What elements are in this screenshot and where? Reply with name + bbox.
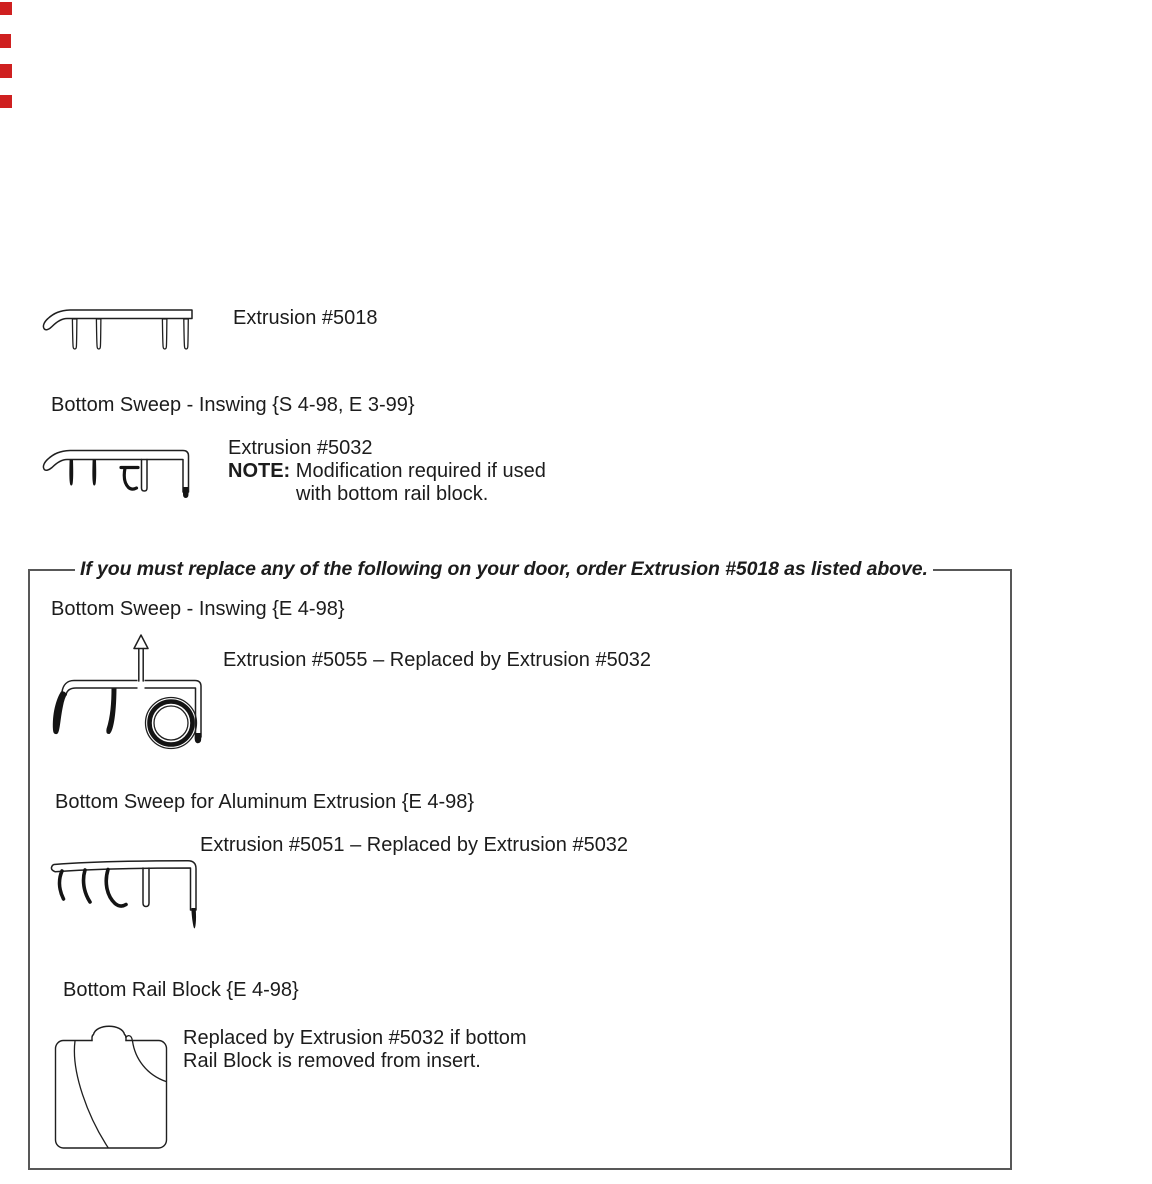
bottom-sweep-inswing-title: Bottom Sweep - Inswing {S 4-98, E 3-99} bbox=[51, 394, 415, 416]
item-5051-title: Bottom Sweep for Aluminum Extrusion {E 4-98} bbox=[55, 791, 475, 813]
rail-block-caption-line2: Rail Block is removed from insert. bbox=[183, 1050, 481, 1072]
page-edge-mark bbox=[0, 2, 12, 15]
page-edge-mark bbox=[0, 95, 12, 108]
replacement-notice-box bbox=[28, 558, 1012, 1170]
extrusion-5032-note-line1 bbox=[228, 460, 546, 483]
extrusion-5032-note-line2: with bottom rail block. bbox=[296, 483, 489, 505]
item-5051-caption: Extrusion #5051 – Replaced by Extrusion #5032 bbox=[200, 834, 629, 856]
item-rail-block-caption bbox=[183, 1027, 527, 1073]
extrusion-5051-profile-drawing bbox=[42, 848, 222, 948]
note-text: Modification required if used bbox=[295, 460, 546, 482]
extrusion-5032-profile-drawing bbox=[36, 438, 196, 508]
extrusion-5018-label: Extrusion #5018 bbox=[233, 307, 378, 329]
item-rail-block-title: Bottom Rail Block {E 4-98} bbox=[63, 979, 299, 1001]
item-5055-title: Bottom Sweep - Inswing {E 4-98} bbox=[51, 598, 345, 620]
rail-block-caption-line1: Replaced by Extrusion #5032 if bottom bbox=[183, 1027, 527, 1049]
extrusion-5032-caption bbox=[228, 437, 546, 506]
note-label: NOTE: bbox=[228, 460, 291, 482]
item-5055-caption: Extrusion #5055 – Replaced by Extrusion #5032 bbox=[223, 649, 652, 671]
extrusion-5018-profile-drawing bbox=[36, 302, 198, 354]
page-edge-mark bbox=[0, 34, 11, 48]
extrusion-5055-profile-drawing bbox=[48, 632, 208, 760]
page-edge-mark bbox=[0, 64, 12, 78]
extrusion-5032-label: Extrusion #5032 bbox=[228, 437, 373, 459]
bottom-rail-block-drawing bbox=[48, 1012, 178, 1152]
replacement-box-legend: If you must replace any of the following on your door, order Extrusion #5018 as listed above. bbox=[75, 558, 933, 581]
